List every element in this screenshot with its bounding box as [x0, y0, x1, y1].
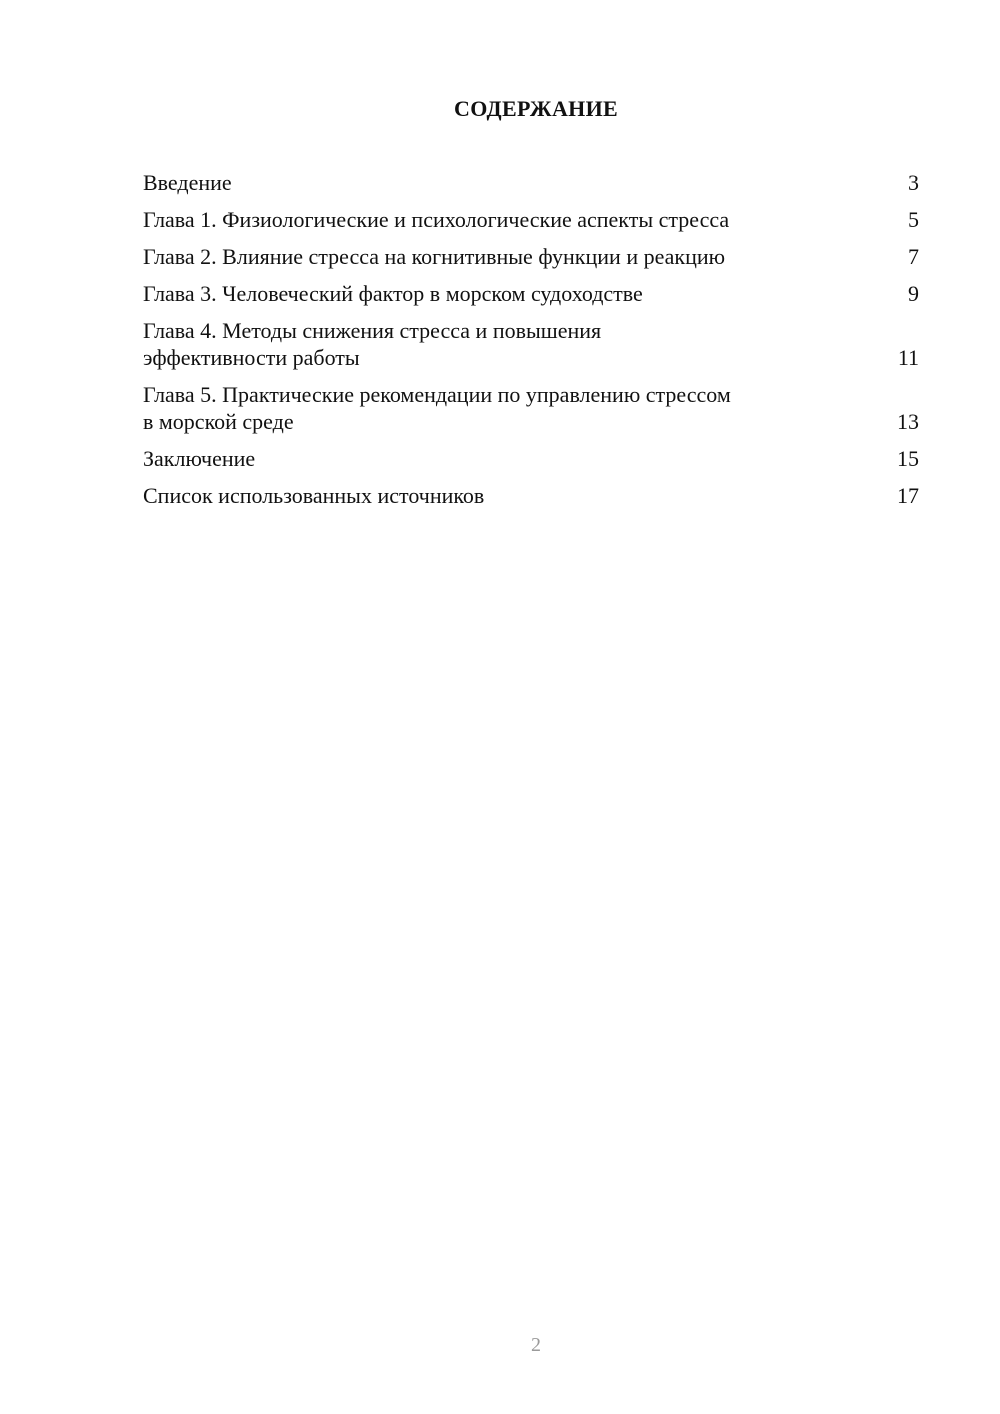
toc-entry-line: Глава 1. Физиологические и психологические аспекты стресса: [143, 207, 730, 232]
toc-entry-chapter-5: [143, 381, 919, 435]
toc-entry-text: [143, 317, 898, 371]
toc-entry-page: 7: [908, 244, 919, 269]
toc-entry-conclusion: [143, 445, 919, 472]
toc-entry-page: 3: [908, 170, 919, 195]
toc-entry-text: [143, 445, 897, 472]
toc-title: СОДЕРЖАНИЕ: [454, 96, 618, 121]
toc-entry-line: Список использованных источников: [143, 483, 485, 508]
toc-entry-text: [143, 381, 897, 435]
toc-entry-chapter-3: [143, 280, 919, 307]
toc-entry-text: [143, 243, 908, 270]
toc-entry-page: 5: [908, 207, 919, 232]
toc-entry-text: [143, 280, 908, 307]
toc-entry-line: Глава 5. Практические рекомендации по управлению стрессом: [143, 382, 731, 407]
toc-entry-page: 15: [897, 446, 919, 471]
toc-entry-line: в морской среде: [143, 409, 294, 434]
toc-entry-page: 11: [897, 345, 919, 370]
toc-entry-text: [143, 169, 908, 196]
toc-entry-chapter-1: [143, 206, 919, 233]
page-number: 2: [531, 1334, 541, 1356]
toc-entry-page: 17: [897, 483, 919, 508]
toc-entry-line: Глава 2. Влияние стресса на когнитивные функции и реакцию: [143, 244, 726, 269]
toc-entry-line: Глава 3. Человеческий фактор в морском судоходстве: [143, 281, 643, 306]
toc-entry-page: 13: [897, 409, 919, 434]
toc-entry-line: Глава 4. Методы снижения стресса и повышения: [143, 318, 602, 343]
toc-entry-introduction: [143, 169, 919, 196]
toc-entry-line: Заключение: [143, 446, 256, 471]
toc-entry-page: 9: [908, 281, 919, 306]
toc-entry-line: эффективности работы: [143, 345, 360, 370]
toc-entry-references: [143, 482, 919, 509]
toc-entry-chapter-4: [143, 317, 919, 371]
toc-entry-text: [143, 482, 897, 509]
toc-entry-line: Введение: [143, 170, 232, 195]
table-of-contents: [143, 169, 919, 519]
toc-entry-chapter-2: [143, 243, 919, 270]
toc-entry-text: [143, 206, 908, 233]
